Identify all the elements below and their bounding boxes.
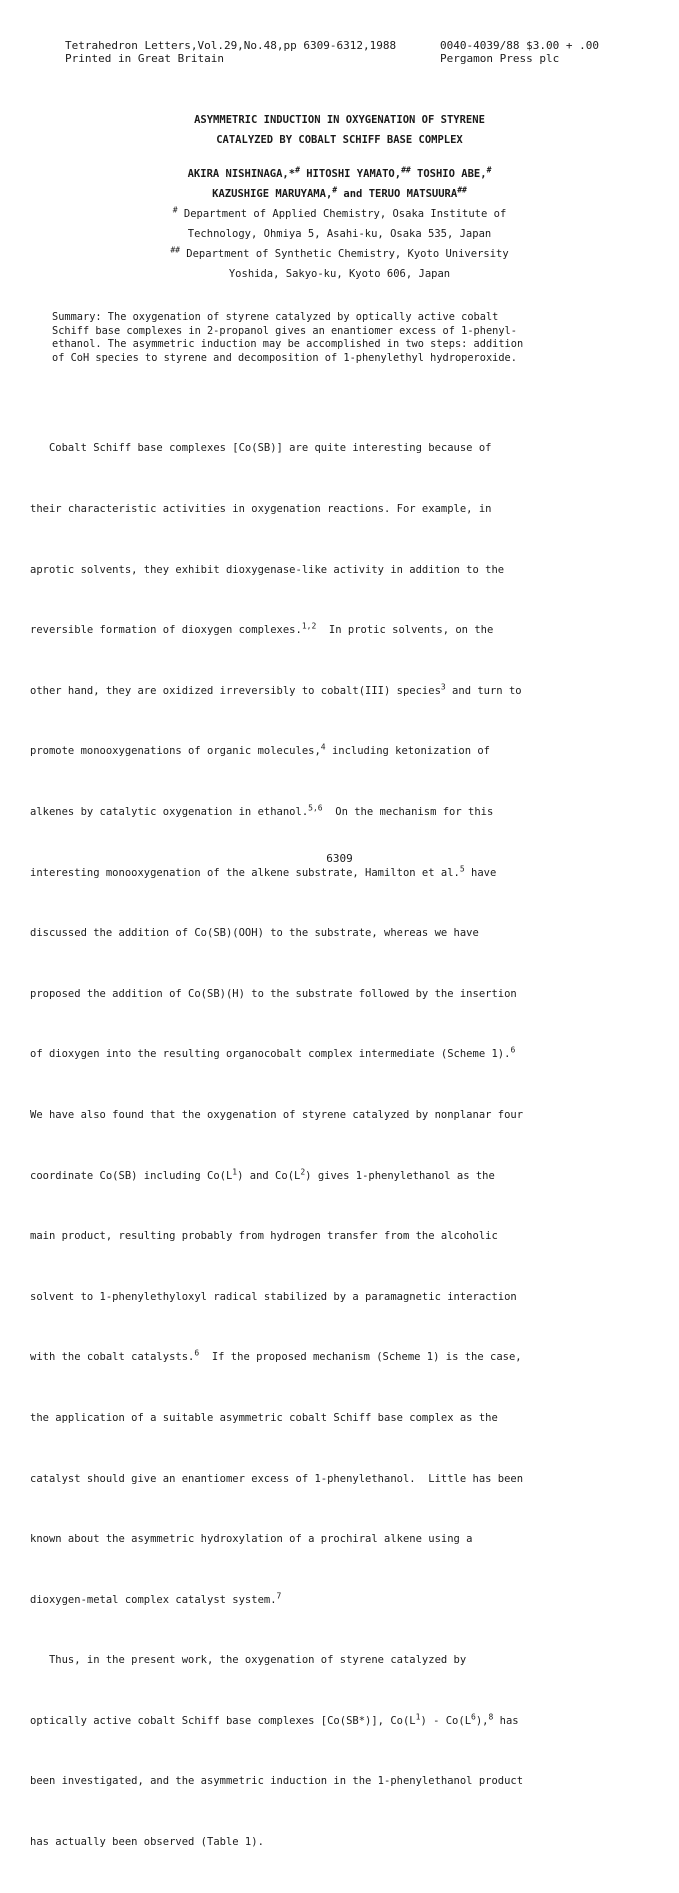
affiliation-2-line-2: Yoshida, Sakyo-ku, Kyoto 606, Japan bbox=[228, 268, 451, 280]
body-line bbox=[30, 802, 650, 822]
affiliation-1-line-2: Technology, Ohmiya 5, Asahi-ku, Osaka 535, Japan bbox=[187, 228, 492, 240]
body-text-run: On the mechanism for this bbox=[322, 805, 494, 818]
printed-location: Printed in Great Britain bbox=[65, 52, 224, 65]
author-nishinaga: AKIRA NISHINAGA,* bbox=[187, 168, 296, 180]
body-line bbox=[30, 1166, 650, 1186]
body-line: aprotic solvents, they exhibit dioxygenase-like activity in addition to the bbox=[30, 563, 505, 576]
body-line bbox=[30, 1590, 650, 1610]
ligand-superscript: 6 bbox=[471, 1712, 476, 1722]
citation-ref: 3 bbox=[440, 682, 446, 692]
journal-citation: Tetrahedron Letters,Vol.29,No.48,pp 6309-6312,1988 bbox=[65, 39, 397, 52]
body-text-run: ) and Co(L bbox=[237, 1169, 301, 1182]
affiliation-mark: # bbox=[295, 165, 300, 175]
body-text-run: alkenes by catalytic oxygenation in ethanol. bbox=[30, 805, 309, 818]
publisher: Pergamon Press plc bbox=[440, 52, 560, 65]
affiliation-1-line-1 bbox=[0, 204, 679, 224]
page-number: 6309 bbox=[326, 852, 353, 865]
body-line: Thus, in the present work, the oxygenation of styrene catalyzed by bbox=[30, 1654, 467, 1667]
body-line: solvent to 1-phenylethyloxyl radical stabilized by a paramagnetic interaction bbox=[30, 1290, 517, 1303]
body-line: has actually been observed (Table 1). bbox=[30, 1836, 264, 1849]
body-line bbox=[30, 1711, 650, 1731]
summary-line: ethanol. The asymmetric induction may be accomplished in two steps: addition bbox=[52, 338, 524, 350]
body-text-run: with the cobalt catalysts. bbox=[30, 1351, 195, 1364]
affiliation-mark: ## bbox=[170, 245, 180, 255]
citation-ref: 5 bbox=[459, 864, 465, 874]
body-text-run: In protic solvents, on the bbox=[316, 624, 494, 637]
author-yamato: HITOSHI YAMATO, bbox=[299, 168, 402, 180]
body-line bbox=[30, 681, 650, 701]
body-line bbox=[30, 741, 650, 761]
body-line: known about the asymmetric hydroxylation of a prochiral alkene using a bbox=[30, 1533, 473, 1546]
author-matsuura: and TERUO MATSUURA bbox=[337, 188, 458, 200]
body-line: been investigated, and the asymmetric induction in the 1-phenylethanol product bbox=[30, 1775, 524, 1788]
citation-ref: 1,2 bbox=[301, 621, 317, 631]
body-text-run: of dioxygen into the resulting organocobalt complex intermediate (Scheme 1). bbox=[30, 1048, 511, 1061]
body-text-run: coordinate Co(SB) including Co(L bbox=[30, 1169, 233, 1182]
affiliation-mark: # bbox=[172, 205, 178, 215]
body-text-run: reversible formation of dioxygen complexes. bbox=[30, 624, 302, 637]
citation-ref: 4 bbox=[320, 742, 326, 752]
author-maruyama: KAZUSHIGE MARUYAMA, bbox=[212, 188, 333, 200]
author-abe: TOSHIO ABE, bbox=[410, 168, 487, 180]
body-text bbox=[30, 398, 650, 1893]
citation-ref: 6 bbox=[194, 1348, 200, 1358]
body-line: We have also found that the oxygenation of styrene catalyzed by nonplanar four bbox=[30, 1108, 524, 1121]
body-text-run: and turn to bbox=[445, 684, 522, 697]
summary-line: Summary: The oxygenation of styrene catalyzed by optically active cobalt bbox=[52, 311, 499, 323]
affiliation-mark: ## bbox=[457, 185, 467, 195]
body-text-run: have bbox=[464, 866, 497, 879]
affiliation-2-line-1 bbox=[0, 244, 679, 264]
affiliation-mark: ## bbox=[401, 165, 411, 175]
body-text-run: If the proposed mechanism (Scheme 1) is the case, bbox=[199, 1351, 522, 1364]
summary bbox=[52, 311, 642, 365]
body-text-run: including ketonization of bbox=[325, 745, 490, 758]
article-title-line-2: CATALYZED BY COBALT SCHIFF BASE COMPLEX bbox=[216, 134, 463, 146]
affiliation-mark: # bbox=[486, 165, 492, 175]
body-line: their characteristic activities in oxygenation reactions. For example, in bbox=[30, 503, 492, 515]
body-line bbox=[30, 863, 650, 883]
body-line: the application of a suitable asymmetric cobalt Schiff base complex as the bbox=[30, 1411, 498, 1424]
body-line bbox=[30, 1044, 650, 1064]
citation-ref: 7 bbox=[276, 1591, 282, 1601]
affiliation-text: Department of Applied Chemistry, Osaka Institute of bbox=[183, 208, 507, 220]
body-line: catalyst should give an enantiomer excess of 1-phenylethanol. Little has been bbox=[30, 1472, 524, 1485]
price-code: 0040-4039/88 $3.00 + .00 bbox=[440, 39, 599, 52]
authors-line-1 bbox=[0, 164, 679, 184]
body-line bbox=[30, 1347, 650, 1367]
body-line: discussed the addition of Co(SB)(OOH) to the substrate, whereas we have bbox=[30, 927, 479, 940]
affiliation-text: Department of Synthetic Chemistry, Kyoto University bbox=[186, 248, 509, 260]
summary-line: Schiff base complexes in 2-propanol gives an enantiomer excess of 1-phenyl- bbox=[52, 324, 517, 337]
citation-ref: 8 bbox=[488, 1712, 494, 1722]
citation-ref: 6 bbox=[510, 1045, 516, 1055]
body-text-run: ) gives 1-phenylethanol as the bbox=[305, 1169, 495, 1182]
body-text-run: interesting monooxygenation of the alkene substrate, Hamilton et al. bbox=[30, 866, 460, 879]
citation-ref: 5,6 bbox=[308, 803, 323, 813]
body-text-run: other hand, they are oxidized irreversibly to cobalt(III) species bbox=[30, 684, 441, 697]
body-line: Cobalt Schiff base complexes [Co(SB)] are quite interesting because of bbox=[30, 442, 492, 455]
body-text-run: promote monooxygenations of organic molecules, bbox=[30, 745, 321, 758]
ligand-superscript: 1 bbox=[232, 1167, 238, 1177]
body-text-run: ) - Co(L bbox=[420, 1714, 472, 1727]
affiliation-mark: # bbox=[332, 185, 338, 195]
article-title-line-1: ASYMMETRIC INDUCTION IN OXYGENATION OF STYRENE bbox=[194, 114, 485, 126]
body-text-run: ), bbox=[475, 1714, 489, 1727]
body-line: proposed the addition of Co(SB)(H) to the substrate followed by the insertion bbox=[30, 987, 517, 1000]
body-text-run: optically active cobalt Schiff base complexes [Co(SB*)], Co(L bbox=[30, 1714, 416, 1727]
ligand-superscript: 1 bbox=[415, 1712, 421, 1722]
authors-line-2 bbox=[0, 184, 679, 204]
body-text-run: dioxygen-metal complex catalyst system. bbox=[30, 1593, 277, 1606]
ligand-superscript: 2 bbox=[300, 1167, 306, 1177]
body-line bbox=[30, 620, 650, 640]
body-line: main product, resulting probably from hydrogen transfer from the alcoholic bbox=[30, 1230, 498, 1243]
body-text-run: has bbox=[493, 1714, 519, 1727]
summary-line: of CoH species to styrene and decomposition of 1-phenylethyl hydroperoxide. bbox=[52, 351, 517, 364]
